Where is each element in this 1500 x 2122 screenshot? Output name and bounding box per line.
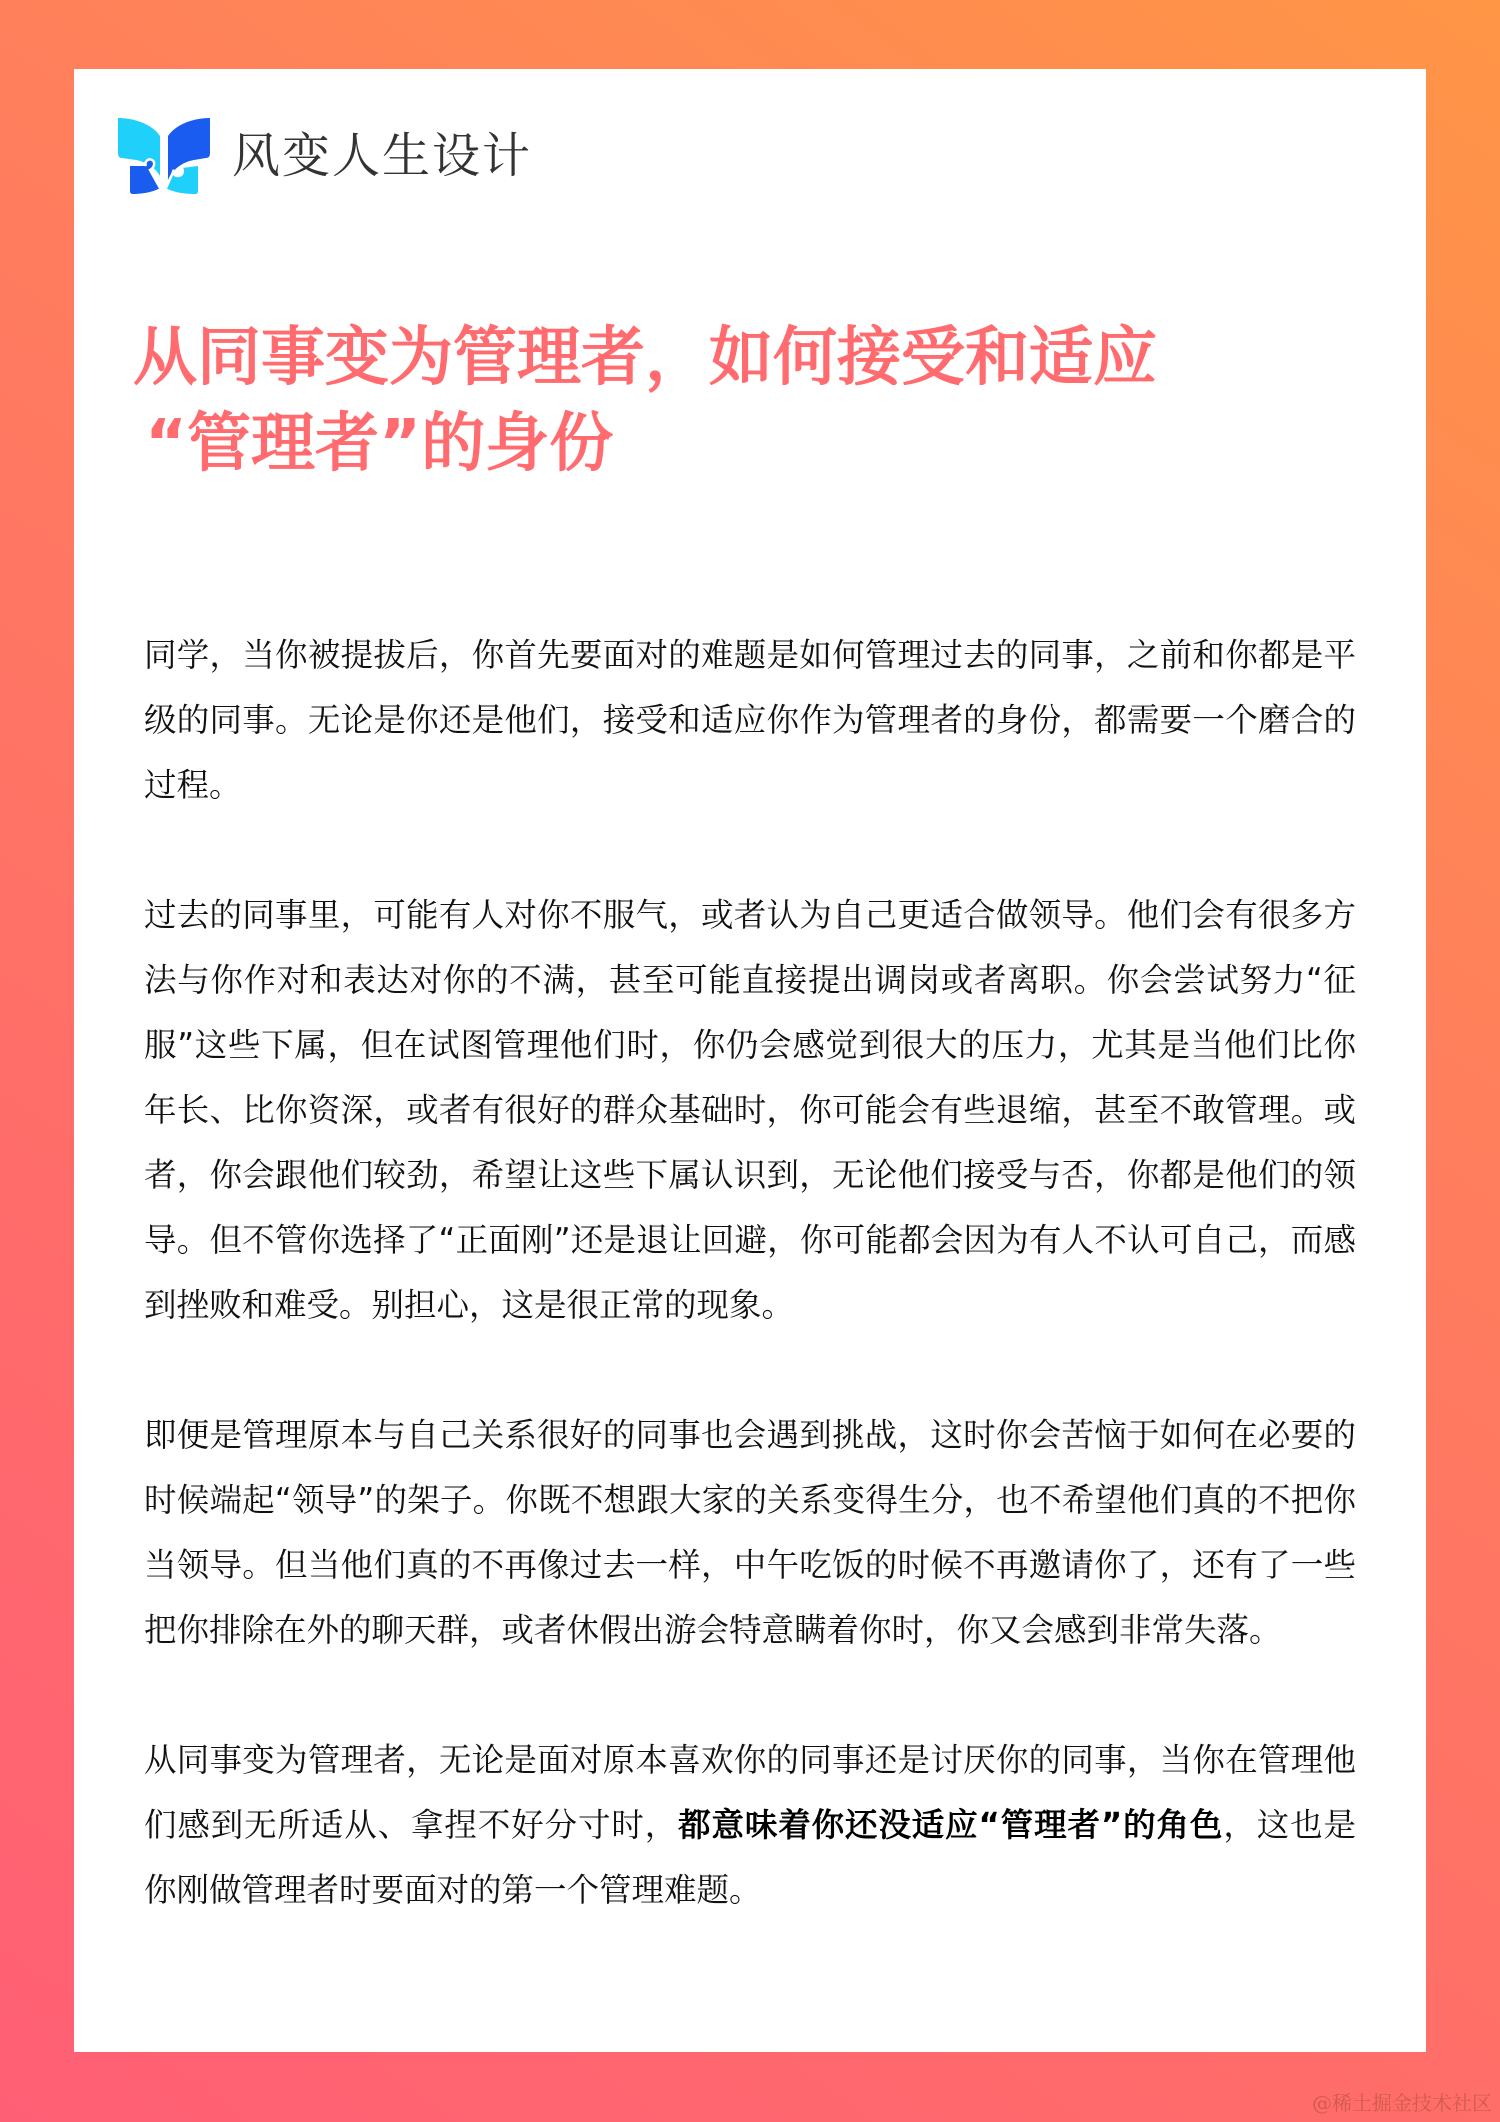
page-title <box>133 315 1373 487</box>
paragraph-3: 即便是管理原本与自己关系很好的同事也会遇到挑战，这时你会苦恼于如何在必要的时候端起“领导”的架子。你既不想跟大家的关系变得生分，也不希望他们真的不把你当领导。但当他们真的不再像过去一样，中午吃饭的时候不再邀请你了，还有了一些把你排除在外的聊天群，或者休假出游会特意瞒着你时，你又会感到非常失落。 <box>144 1416 1356 1649</box>
paragraph-4-text-after: ，这也是你刚做管理者时要面对的第一个管理难题。 <box>144 1806 1356 1909</box>
paragraph-2: 过去的同事里，可能有人对你不服气，或者认为自己更适合做领导。他们会有很多方法与你作对和表达对你的不满，甚至可能直接提出调岗或者离职。你会尝试努力“征服”这些下属，但在试图管理他们时，你仍会感觉到很大的压力，尤其是当他们比你年长、比你资深，或者有很好的群众基础时，你可能会有些退缩，甚至不敢管理。或者，你会跟他们较劲，希望让这些下属认识到，无论他们接受与否，你都是他们的领导。但不管你选择了“正面刚”还是退让回避，你可能都会因为有人不认可自己，而感到挫败和难受。别担心，这是很正常的现象。 <box>144 896 1356 1324</box>
watermark: @稀土掘金技术社区 <box>1312 2091 1492 2115</box>
brand-header <box>116 116 532 196</box>
butterfly-book-puzzle-icon <box>116 116 212 196</box>
paragraph-4 <box>144 1728 1356 1923</box>
brand-name: 风变人生设计 <box>232 128 533 184</box>
paragraph-4-bold-emphasis: 都意味着你还没适应“管理者”的角色 <box>678 1806 1224 1844</box>
article-body <box>144 623 1356 1988</box>
paragraph-4-text-before: 从同事变为管理者，无论是面对原本喜欢你的同事还是讨厌你的同事，当你在管理他们感到无所适从、拿捏不好分寸时， <box>144 1741 1356 1844</box>
article-card <box>74 69 1426 2052</box>
paragraph-1: 同学，当你被提拔后，你首先要面对的难题是如何管理过去的同事，之前和你都是平级的同事。无论是你还是他们，接受和适应你作为管理者的身份，都需要一个磨合的过程。 <box>144 636 1356 804</box>
title-line-1: 从同事变为管理者，如何接受和适应 <box>133 321 1157 395</box>
title-line-2: “管理者”的身份 <box>145 407 614 481</box>
